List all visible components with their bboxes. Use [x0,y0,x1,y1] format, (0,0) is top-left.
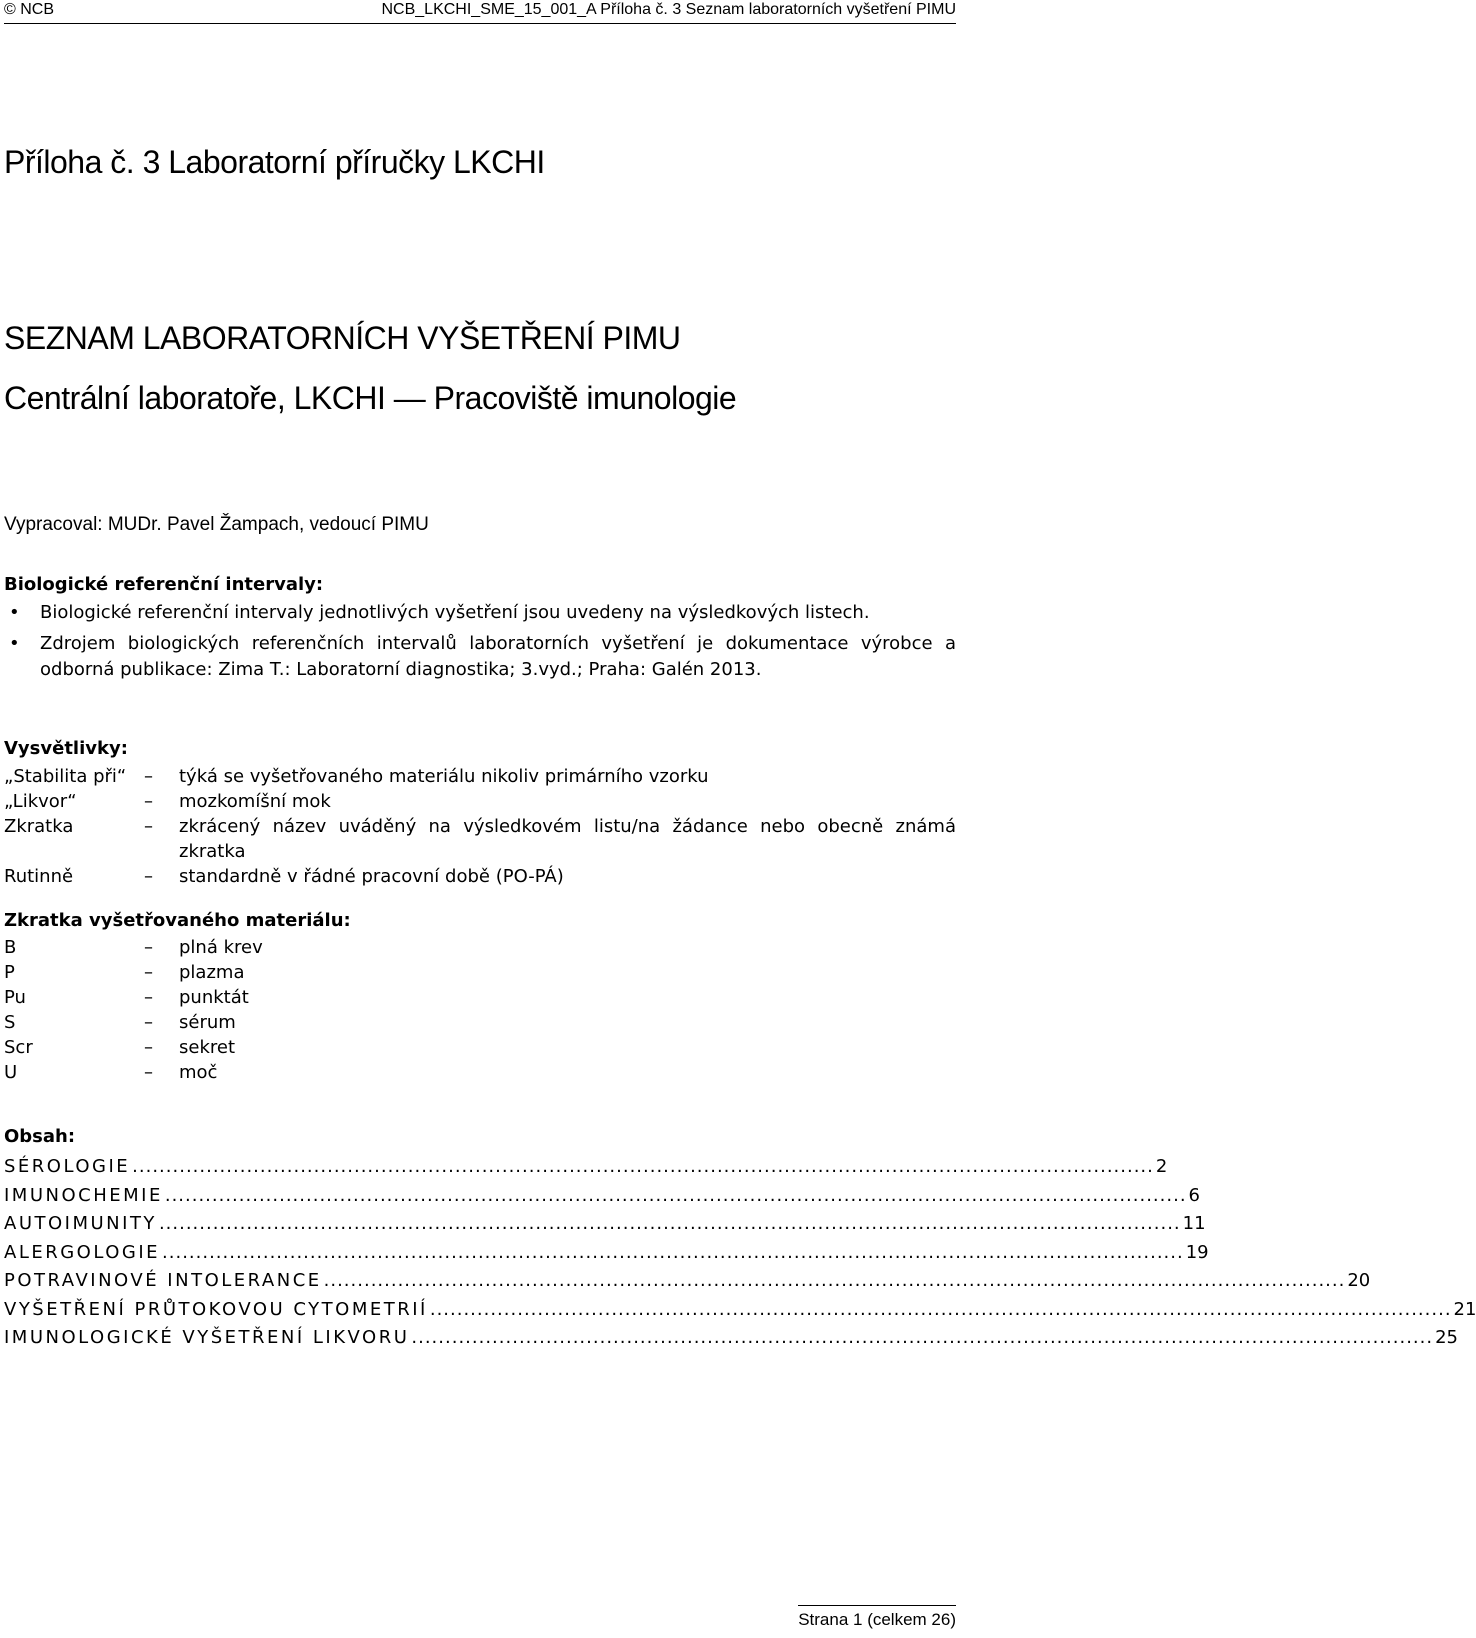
toc-leader: ........................................................................................................................................................ [429,1298,1452,1320]
reference-item: • Zdrojem biologických referenčních intervalů laboratorních vyšetření je dokumentace výrobce a odborná publikace: Zima T.: Laboratorní diagnostika; 3.vyd.; Praha: Galén 2013. [4,631,956,683]
toc-entry-label: IMUNOCHEMIE [4,1184,163,1206]
materials-table [4,935,956,1085]
legend-dash: – [144,766,153,787]
legend-dash: – [144,866,153,887]
toc-entry-label: AUTOIMUNITY [4,1213,157,1234]
toc-entry-page: 20 [1347,1270,1371,1291]
material-row [4,1010,956,1035]
material-row [4,1060,956,1085]
material-name: punktát [179,987,249,1008]
toc-entry-label: POTRAVINOVÉ INTOLERANCE [4,1270,322,1291]
legend-definition: standardně v řádné pracovní době (PO-PÁ) [179,866,564,887]
material-code: B [4,937,17,958]
material-dash: – [144,962,153,983]
toc-entry-page: 19 [1185,1241,1209,1263]
reference-heading: Biologické referenční intervaly: [4,574,324,595]
material-code: P [4,962,15,983]
material-name: sekret [179,1037,236,1058]
legend-heading: Vysvětlivky: [4,738,128,759]
toc-leader: ........................................................................................................................................................ [158,1213,1181,1234]
material-row [4,1035,956,1060]
toc-leader: ........................................................................................................................................................ [411,1327,1434,1348]
legend-term: „Likvor“ [4,791,77,812]
toc-entry-label: SÉROLOGIE [4,1156,131,1177]
material-code: S [4,1012,16,1033]
legend-row [4,789,956,814]
contents-heading: Obsah: [4,1126,76,1147]
toc-entry[interactable] [4,1213,1206,1242]
toc-entry[interactable] [4,1327,1458,1356]
legend-dash: – [144,791,153,812]
toc-leader: ........................................................................................................................................................ [164,1184,1187,1206]
reference-list [4,600,956,688]
document-title: Příloha č. 3 Laboratorní příručky LKCHI [4,144,545,180]
document-department: Centrální laboratoře, LKCHI — Pracoviště imunologie [4,380,737,416]
material-row [4,960,956,985]
legend-term: „Stabilita při“ [4,766,127,787]
material-code: U [4,1062,18,1083]
toc-leader: ........................................................................................................................................................ [323,1270,1346,1291]
toc-entry-page: 2 [1155,1156,1168,1177]
prepared-by: Vypracoval: MUDr. Pavel Žampach, vedoucí PIMU [4,514,429,535]
toc-entry-label: ALERGOLOGIE [4,1241,161,1263]
toc-entry-page: 11 [1182,1213,1206,1234]
legend-term: Zkratka [4,816,74,837]
toc-entry[interactable] [4,1156,1168,1185]
material-code: Pu [4,987,26,1008]
material-row [4,935,956,960]
material-code: Scr [4,1037,33,1058]
toc-entry-page: 21 [1453,1298,1476,1320]
toc-entry[interactable] [4,1270,1371,1299]
material-name: plazma [179,962,245,983]
legend-row [4,764,956,789]
reference-item: • Biologické referenční intervaly jednotlivých vyšetření jsou uvedeny na výsledkových listech. [4,600,956,626]
legend-row [4,814,956,864]
toc-entry-label: VYŠETŘENÍ PRŮTOKOVOU CYTOMETRIÍ [4,1298,428,1320]
header-copyright: © NCB [4,1,55,18]
page-header [4,0,956,24]
toc-entry[interactable] [4,1241,1209,1271]
material-name: plná krev [179,937,263,958]
legend-definition: zkrácený název uváděný na výsledkovém listu/na žádance nebo obecně známá zkratka [179,816,956,862]
document-subtitle: SEZNAM LABORATORNÍCH VYŠETŘENÍ PIMU [4,320,681,356]
toc-leader: ........................................................................................................................................................ [132,1156,1154,1177]
material-dash: – [144,1062,153,1083]
material-name: moč [179,1062,218,1083]
material-dash: – [144,1037,153,1058]
legend-definition: mozkomíšní mok [179,791,331,812]
table-of-contents [4,1156,1476,1356]
material-row [4,985,956,1010]
legend-row [4,864,956,889]
legend-term: Rutinně [4,866,74,887]
toc-entry[interactable] [4,1184,1200,1214]
legend-dash: – [144,816,153,837]
material-dash: – [144,937,153,958]
toc-entry-page: 25 [1435,1327,1458,1348]
toc-entry[interactable] [4,1298,1476,1328]
legend-definition: týká se vyšetřovaného materiálu nikoliv primárního vzorku [179,766,709,787]
material-name: sérum [179,1012,236,1033]
toc-leader: ........................................................................................................................................................ [162,1241,1184,1263]
material-dash: – [144,1012,153,1033]
material-dash: – [144,987,153,1008]
legend-table [4,764,956,889]
toc-entry-page: 6 [1188,1184,1200,1206]
materials-heading: Zkratka vyšetřovaného materiálu: [4,910,351,931]
page-number: Strana 1 (celkem 26) [798,1610,956,1629]
page-footer [798,1605,956,1630]
toc-entry-label: IMUNOLOGICKÉ VYŠETŘENÍ LIKVORU [4,1327,410,1348]
header-document-id: NCB_LKCHI_SME_15_001_A Příloha č. 3 Seznam laboratorních vyšetření PIMU [381,1,956,18]
